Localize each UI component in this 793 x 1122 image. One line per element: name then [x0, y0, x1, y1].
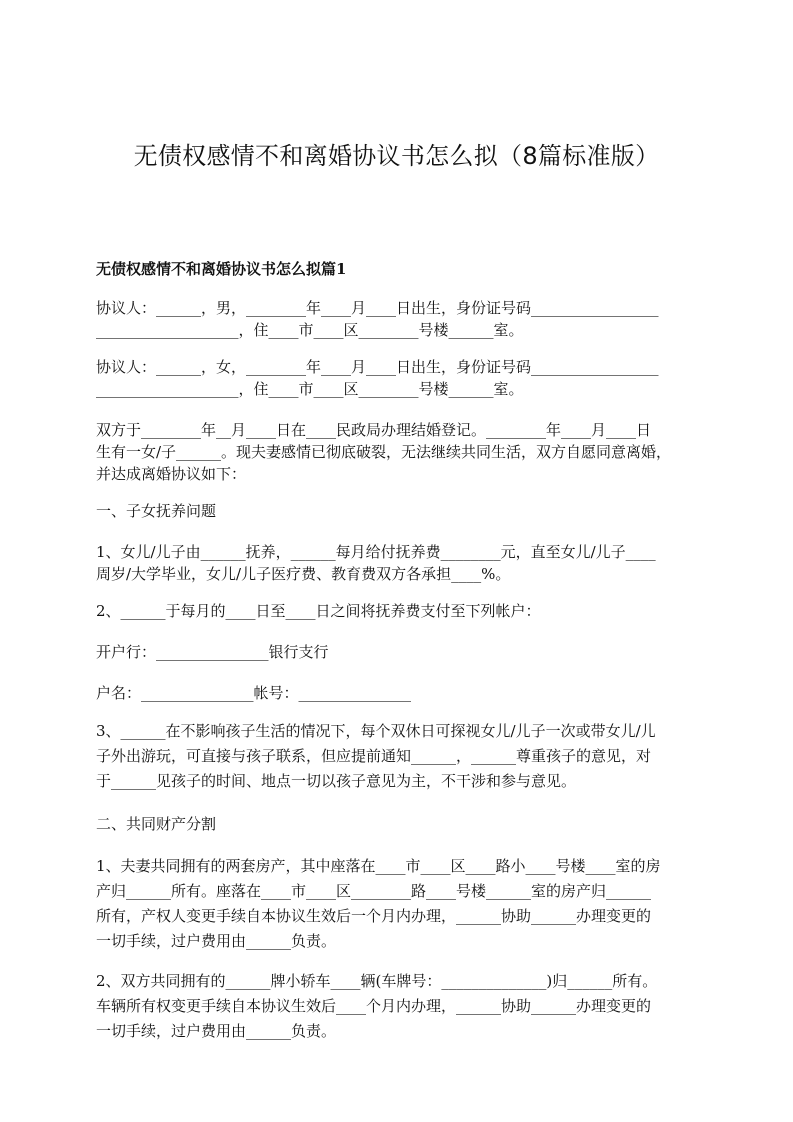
text-line: 双方于________年__月____日在____民政局办理结婚登记。________年____月____日: [96, 421, 652, 439]
heading-property-division: [96, 813, 702, 835]
text-line: 开户行：_______________银行支行: [96, 643, 329, 661]
text-line: 3、______在不影响孩子生活的情况下，每个双休日可探视女儿/儿子一次或带女儿/儿: [96, 722, 656, 740]
custody-clause-3: [96, 719, 702, 794]
text-line: 协议人：______，女，________年____月____日出生，身份证号码_________________: [96, 358, 659, 376]
text-line: 生有一女/子______。现夫妻感情已彻底破裂，无法继续共同生活，双方自愿同意离婚，: [96, 443, 672, 461]
custody-clause-1: [96, 541, 702, 585]
text-line: 1、夫妻共同拥有的两套房产，其中座落在____市____区____路小____号楼____室的房: [96, 857, 661, 875]
bank-field: [96, 641, 702, 663]
property-clause-2: [96, 969, 702, 1044]
document-title: 无债权感情不和离婚协议书怎么拟（8篇标准版）: [133, 142, 660, 170]
document-body: [96, 256, 702, 1059]
marriage-paragraph: [96, 419, 702, 485]
text-line: ___________________，住____市____区________号楼______室。: [96, 380, 524, 398]
text-line: 所有，产权人变更手续自本协议生效后一个月内办理，______协助______办理变更的: [96, 907, 652, 925]
text-line: ___________________，住____市____区________号楼______室。: [96, 321, 524, 339]
text-line: 一切手续，过户费用由______负责。: [96, 932, 337, 950]
heading-child-custody: [96, 500, 702, 522]
party-female-paragraph: [96, 356, 702, 400]
text-line: 产归______所有。座落在____市____区________路____号楼______室的房产归______: [96, 882, 652, 900]
property-clause-1: [96, 854, 702, 954]
text-line: 于______见孩子的时间、地点一切以孩子意见为主，不干涉和参与意见。: [96, 772, 577, 790]
text-line: 2、双方共同拥有的______牌小轿车____辆(车牌号：______________)归______所有。: [96, 972, 658, 990]
text-line: 周岁/大学毕业，女儿/儿子医疗费、教育费双方各承担____%。: [96, 565, 511, 583]
account-field: [96, 682, 702, 704]
text-line: 二、共同财产分割: [96, 815, 217, 833]
text-line: 户名：_______________帐号：_______________: [96, 684, 412, 702]
text-line: 协议人：______，男，________年____月____日出生，身份证号码_________________: [96, 299, 659, 317]
text-line: 子外出游玩，可直接与孩子联系，但应提前通知______，______尊重孩子的意见，对: [96, 747, 652, 765]
text-line: 一、子女抚养问题: [96, 502, 217, 520]
custody-clause-2: [96, 600, 702, 622]
text-line: 2、______于每月的____日至____日之间将抚养费支付至下列帐户：: [96, 602, 541, 620]
text-line: 车辆所有权变更手续自本协议生效后____个月内办理，______协助______办理变更的: [96, 997, 652, 1015]
section-subtitle: 无债权感情不和离婚协议书怎么拟篇1: [96, 260, 347, 278]
party-male-paragraph: [96, 297, 702, 341]
text-line: 一切手续，过户费用由______负责。: [96, 1022, 337, 1040]
text-line: 1、女儿/儿子由______抚养，______每月给付抚养费________元，直至女儿/儿子____: [96, 543, 656, 561]
text-line: 并达成离婚协议如下：: [96, 465, 247, 483]
